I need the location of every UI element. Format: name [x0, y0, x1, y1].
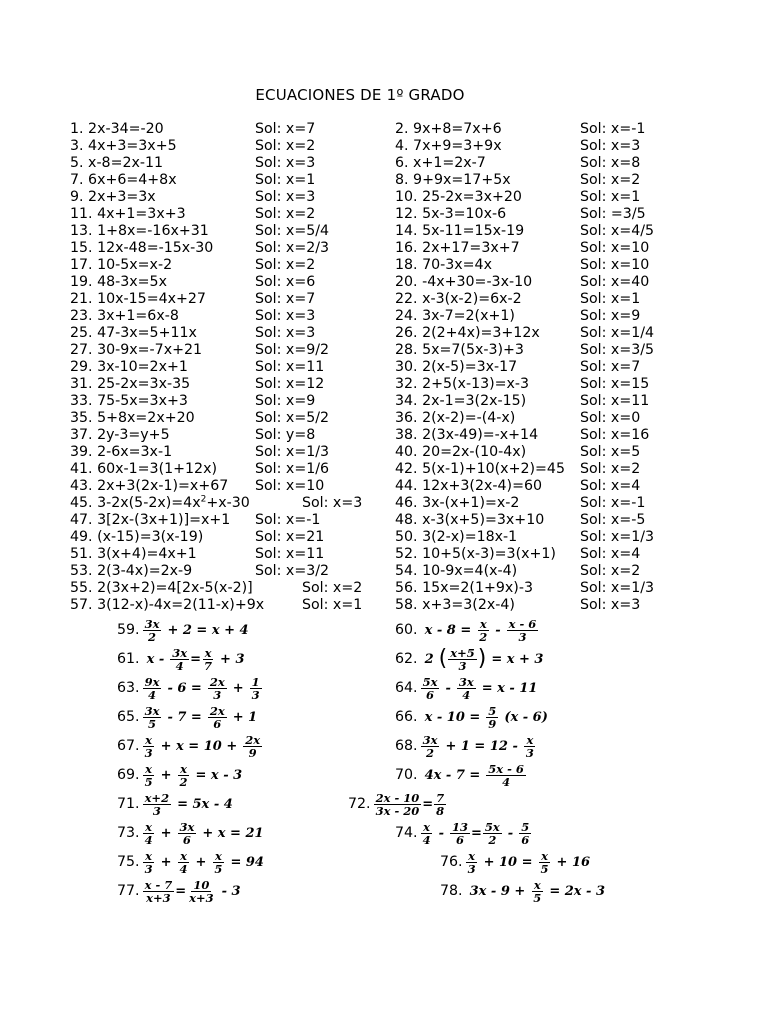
solution-left: Sol: x=10 [255, 478, 325, 494]
solution-right: Sol: x=15 [580, 376, 650, 392]
equation-78: 78. 3x - 9 + $\frac{x}{5}$ = 2x - 3 [440, 877, 606, 905]
equation-row [70, 223, 760, 240]
equation-row [70, 206, 760, 223]
equation-left: 29. 3x-10=2x+1 [70, 359, 188, 375]
equation-right: 44. 12x+3(2x-4)=60 [395, 478, 543, 494]
equation-row [70, 529, 760, 546]
solution-left: Sol: y=8 [255, 427, 316, 443]
equation-row [70, 172, 760, 189]
solution-right: Sol: x=9 [580, 308, 641, 324]
equation-left: 25. 47-3x=5+11x [70, 325, 197, 341]
solution-right: Sol: x=4/5 [580, 223, 655, 239]
equation-right: 34. 2x-1=3(2x-15) [395, 393, 527, 409]
equation-left: 31. 25-2x=3x-35 [70, 376, 191, 392]
equation-right: 24. 3x-7=2(x+1) [395, 308, 515, 324]
equation-63: 63. $\frac{9x}{4}$ - 6 = $\frac{2x}{3}$ + $\frac{1}{3}$ [117, 674, 260, 702]
equation-left: 9. 2x+3=3x [70, 189, 156, 205]
solution-right: Sol: x=-1 [580, 495, 646, 511]
equation-right: 52. 10+5(x-3)=3(x+1) [395, 546, 556, 562]
equation-right: 36. 2(x-2)=-(4-x) [395, 410, 516, 426]
solution-left: Sol: x=5/4 [255, 223, 330, 239]
solution-right: Sol: x=-1 [580, 121, 646, 137]
equation-74: 74. $\frac{x}{4}$ - $\frac{13}{6}$ = $\frac{5x}{2}$ - $\frac{5}{6}$ [395, 819, 530, 847]
equation-row [70, 546, 760, 563]
equation-row [70, 461, 760, 478]
solution-left: Sol: x=2 [255, 138, 316, 154]
equation-68: 68. $\frac{3x}{2}$ + 1 = 12 - $\frac{x}{3}$ [395, 732, 534, 760]
equation-right: 22. x-3(x-2)=6x-2 [395, 291, 522, 307]
equation-row [70, 376, 760, 393]
solution-left: Sol: x=1 [255, 172, 316, 188]
equation-73: 73. $\frac{x}{4}$ + $\frac{3x}{6}$ + x = 21 [117, 819, 264, 847]
equation-70: 70. 4x - 7 = $\frac{5x - 6}{4}$ [395, 761, 524, 789]
equation-row [70, 478, 760, 495]
equation-left: 43. 2x+3(2x-1)=x+67 [70, 478, 229, 494]
equation-right: 16. 2x+17=3x+7 [395, 240, 520, 256]
equation-row [70, 308, 760, 325]
equation-row [70, 427, 760, 444]
solution-right: Sol: x=1/3 [580, 580, 655, 596]
equation-45: 45. $3-2x(5-2x)=4x^2+x-30$ [70, 494, 250, 511]
equation-left: 19. 48-3x=5x [70, 274, 167, 290]
solution-right: Sol: x=-5 [580, 512, 646, 528]
equation-left: 55. 2(3x+2)=4[2x-5(x-2)] [70, 580, 253, 596]
equation-right: 48. x-3(x+5)=3x+10 [395, 512, 545, 528]
equation-row [70, 240, 760, 257]
equation-60: 60. x - 8 = $\frac{x}{2}$ - $\frac{x - 6}{3}$ [395, 616, 537, 644]
solution-right: Sol: x=1/4 [580, 325, 655, 341]
equation-row [70, 325, 760, 342]
equation-65: 65. $\frac{3x}{5}$ - 7 = $\frac{2x}{6}$ + 1 [117, 703, 258, 731]
equation-row [70, 342, 760, 359]
equation-right: 8. 9+9x=17+5x [395, 172, 511, 188]
solution-right: Sol: x=1 [580, 189, 641, 205]
equation-row [70, 291, 760, 308]
equation-row [70, 274, 760, 291]
equation-59: 59. $\frac{3x}{2}$ + 2 = x + 4 [117, 616, 249, 644]
equation-left: 47. 3[2x-(3x+1)]=x+1 [70, 512, 231, 528]
solution-left: Sol: x=5/2 [255, 410, 330, 426]
solution-right: Sol: x=2 [580, 461, 641, 477]
equation-row [70, 138, 760, 155]
solution-left: Sol: x=3 [255, 325, 316, 341]
solution-right: Sol: x=3 [580, 597, 641, 613]
equation-left: 51. 3(x+4)=4x+1 [70, 546, 197, 562]
solution-right: Sol: x=4 [580, 546, 641, 562]
solution-right: Sol: x=3/5 [580, 342, 655, 358]
solution-right: Sol: x=4 [580, 478, 641, 494]
solution-right: Sol: x=0 [580, 410, 641, 426]
solution-left: Sol: x=6 [255, 274, 316, 290]
solution-right: Sol: x=2 [580, 563, 641, 579]
equation-row [70, 512, 760, 529]
equation-left: 11. 4x+1=3x+3 [70, 206, 186, 222]
solution-left: Sol: x=3 [255, 155, 316, 171]
equation-right: 4. 7x+9=3+9x [395, 138, 502, 154]
equation-row [70, 393, 760, 410]
equation-right: 28. 5x=7(5x-3)+3 [395, 342, 524, 358]
solution-left: Sol: x=7 [255, 291, 316, 307]
solution-left: Sol: x=2 [302, 580, 363, 596]
solution-left: Sol: x=9 [255, 393, 316, 409]
equation-row [70, 495, 768, 512]
solution-left: Sol: x=-1 [255, 512, 321, 528]
equation-76: 76. $\frac{x}{3}$ + 10 = $\frac{x}{5}$ + 16 [440, 848, 591, 876]
solution-left: Sol: x=1/3 [255, 444, 330, 460]
equation-right: 18. 70-3x=4x [395, 257, 492, 273]
equation-left: 39. 2-6x=3x-1 [70, 444, 173, 460]
solution-right: Sol: x=1/3 [580, 529, 655, 545]
solution-left: Sol: x=11 [255, 546, 325, 562]
equation-left: 5. x-8=2x-11 [70, 155, 164, 171]
equation-row [70, 189, 760, 206]
solution-left: Sol: x=9/2 [255, 342, 330, 358]
solution-right: Sol: x=11 [580, 393, 650, 409]
equation-row [70, 597, 760, 614]
solution-right: Sol: x=10 [580, 240, 650, 256]
equation-67: 67. $\frac{x}{3}$ + x = 10 + $\frac{2x}{9}$ [117, 732, 261, 760]
equation-left: 57. 3(12-x)-4x=2(11-x)+9x [70, 597, 265, 613]
page-title: ECUACIONES DE 1º GRADO [255, 86, 465, 104]
equation-left: 49. (x-15)=3(x-19) [70, 529, 204, 545]
equation-right: 32. 2+5(x-13)=x-3 [395, 376, 530, 392]
solution-left: Sol: x=7 [255, 121, 316, 137]
equation-right: 38. 2(3x-49)=-x+14 [395, 427, 539, 443]
solution-left: Sol: x=21 [255, 529, 325, 545]
solution-left: Sol: x=1/6 [255, 461, 330, 477]
equation-left: 3. 4x+3=3x+5 [70, 138, 177, 154]
solution-right: Sol: x=1 [580, 291, 641, 307]
equation-left: 53. 2(3-4x)=2x-9 [70, 563, 193, 579]
equation-row [70, 155, 760, 172]
equation-71: 71. $\frac{x+2}{3}$ = 5x - 4 [117, 790, 233, 818]
equation-left: 23. 3x+1=6x-8 [70, 308, 179, 324]
equation-row [70, 121, 760, 138]
solution-right: Sol: =3/5 [580, 206, 646, 222]
equation-row [70, 580, 760, 597]
equation-right: 54. 10-9x=4(x-4) [395, 563, 518, 579]
equation-right: 40. 20=2x-(10-4x) [395, 444, 527, 460]
equation-right: 14. 5x-11=15x-19 [395, 223, 525, 239]
solution-left: Sol: x=3/2 [255, 563, 330, 579]
solution-left: Sol: x=12 [255, 376, 325, 392]
equation-right: 2. 9x+8=7x+6 [395, 121, 502, 137]
solution-left: Sol: x=11 [255, 359, 325, 375]
equation-64: 64. $\frac{5x}{6}$ - $\frac{3x}{4}$ = x - 11 [395, 674, 538, 702]
equation-left: 27. 30-9x=-7x+21 [70, 342, 203, 358]
equation-row [70, 410, 760, 427]
solution-right: Sol: x=2 [580, 172, 641, 188]
solution-right: Sol: x=8 [580, 155, 641, 171]
equation-left: 1. 2x-34=-20 [70, 121, 164, 137]
equation-right: 30. 2(x-5)=3x-17 [395, 359, 518, 375]
equation-75: 75. $\frac{x}{3}$ + $\frac{x}{4}$ + $\frac{x}{5}$ = 94 [117, 848, 264, 876]
equation-left: 17. 10-5x=x-2 [70, 257, 173, 273]
equation-right: 12. 5x-3=10x-6 [395, 206, 507, 222]
equation-row [70, 563, 760, 580]
solution-left: Sol: x=3 [255, 189, 316, 205]
solution-right: Sol: x=3 [580, 138, 641, 154]
solution-right: Sol: x=10 [580, 257, 650, 273]
equation-66: 66. x - 10 = $\frac{5}{9}$ (x - 6) [395, 703, 548, 731]
equation-right: 46. 3x-(x+1)=x-2 [395, 495, 520, 511]
equation-left: 33. 75-5x=3x+3 [70, 393, 188, 409]
equation-69: 69. $\frac{x}{5}$ + $\frac{x}{2}$ = x - 3 [117, 761, 243, 789]
equation-72: 72. $\frac{2x - 10}{3x - 20}$ = $\frac{7}{8}$ [348, 790, 445, 818]
equation-62: 62. 2 ( $\frac{x+5}{3}$ ) = x + 3 [395, 645, 544, 673]
solution-left: Sol: x=1 [302, 597, 363, 613]
equation-left: 13. 1+8x=-16x+31 [70, 223, 209, 239]
equation-right: 20. -4x+30=-3x-10 [395, 274, 533, 290]
equation-left: 15. 12x-48=-15x-30 [70, 240, 214, 256]
solution-right: Sol: x=7 [580, 359, 641, 375]
solution-left: Sol: x=2 [255, 257, 316, 273]
equation-left: 7. 6x+6=4+8x [70, 172, 177, 188]
solution-right: Sol: x=5 [580, 444, 641, 460]
equation-right: 42. 5(x-1)+10(x+2)=45 [395, 461, 565, 477]
equation-row [70, 359, 760, 376]
equation-right: 56. 15x=2(1+9x)-3 [395, 580, 533, 596]
equation-row [70, 444, 760, 461]
solution-45: Sol: x=3 [302, 495, 363, 511]
equation-right: 50. 3(2-x)=18x-1 [395, 529, 518, 545]
equation-right: 58. x+3=3(2x-4) [395, 597, 515, 613]
equation-right: 26. 2(2+4x)=3+12x [395, 325, 540, 341]
solution-left: Sol: x=3 [255, 308, 316, 324]
equation-61: 61. x - $\frac{3x}{4}$ = $\frac{x}{7}$ + 3 [117, 645, 245, 673]
equation-left: 35. 5+8x=2x+20 [70, 410, 195, 426]
equation-left: 21. 10x-15=4x+27 [70, 291, 206, 307]
equation-right: 6. x+1=2x-7 [395, 155, 486, 171]
equation-left: 37. 2y-3=y+5 [70, 427, 170, 443]
solution-right: Sol: x=16 [580, 427, 650, 443]
solution-right: Sol: x=40 [580, 274, 650, 290]
equation-77: 77. $\frac{x - 7}{x+3}$ = $\frac{10}{x+3}$ - 3 [117, 877, 241, 905]
equation-row [70, 257, 760, 274]
solution-left: Sol: x=2 [255, 206, 316, 222]
equation-right: 10. 25-2x=3x+20 [395, 189, 522, 205]
solution-left: Sol: x=2/3 [255, 240, 330, 256]
equation-left: 41. 60x-1=3(1+12x) [70, 461, 218, 477]
